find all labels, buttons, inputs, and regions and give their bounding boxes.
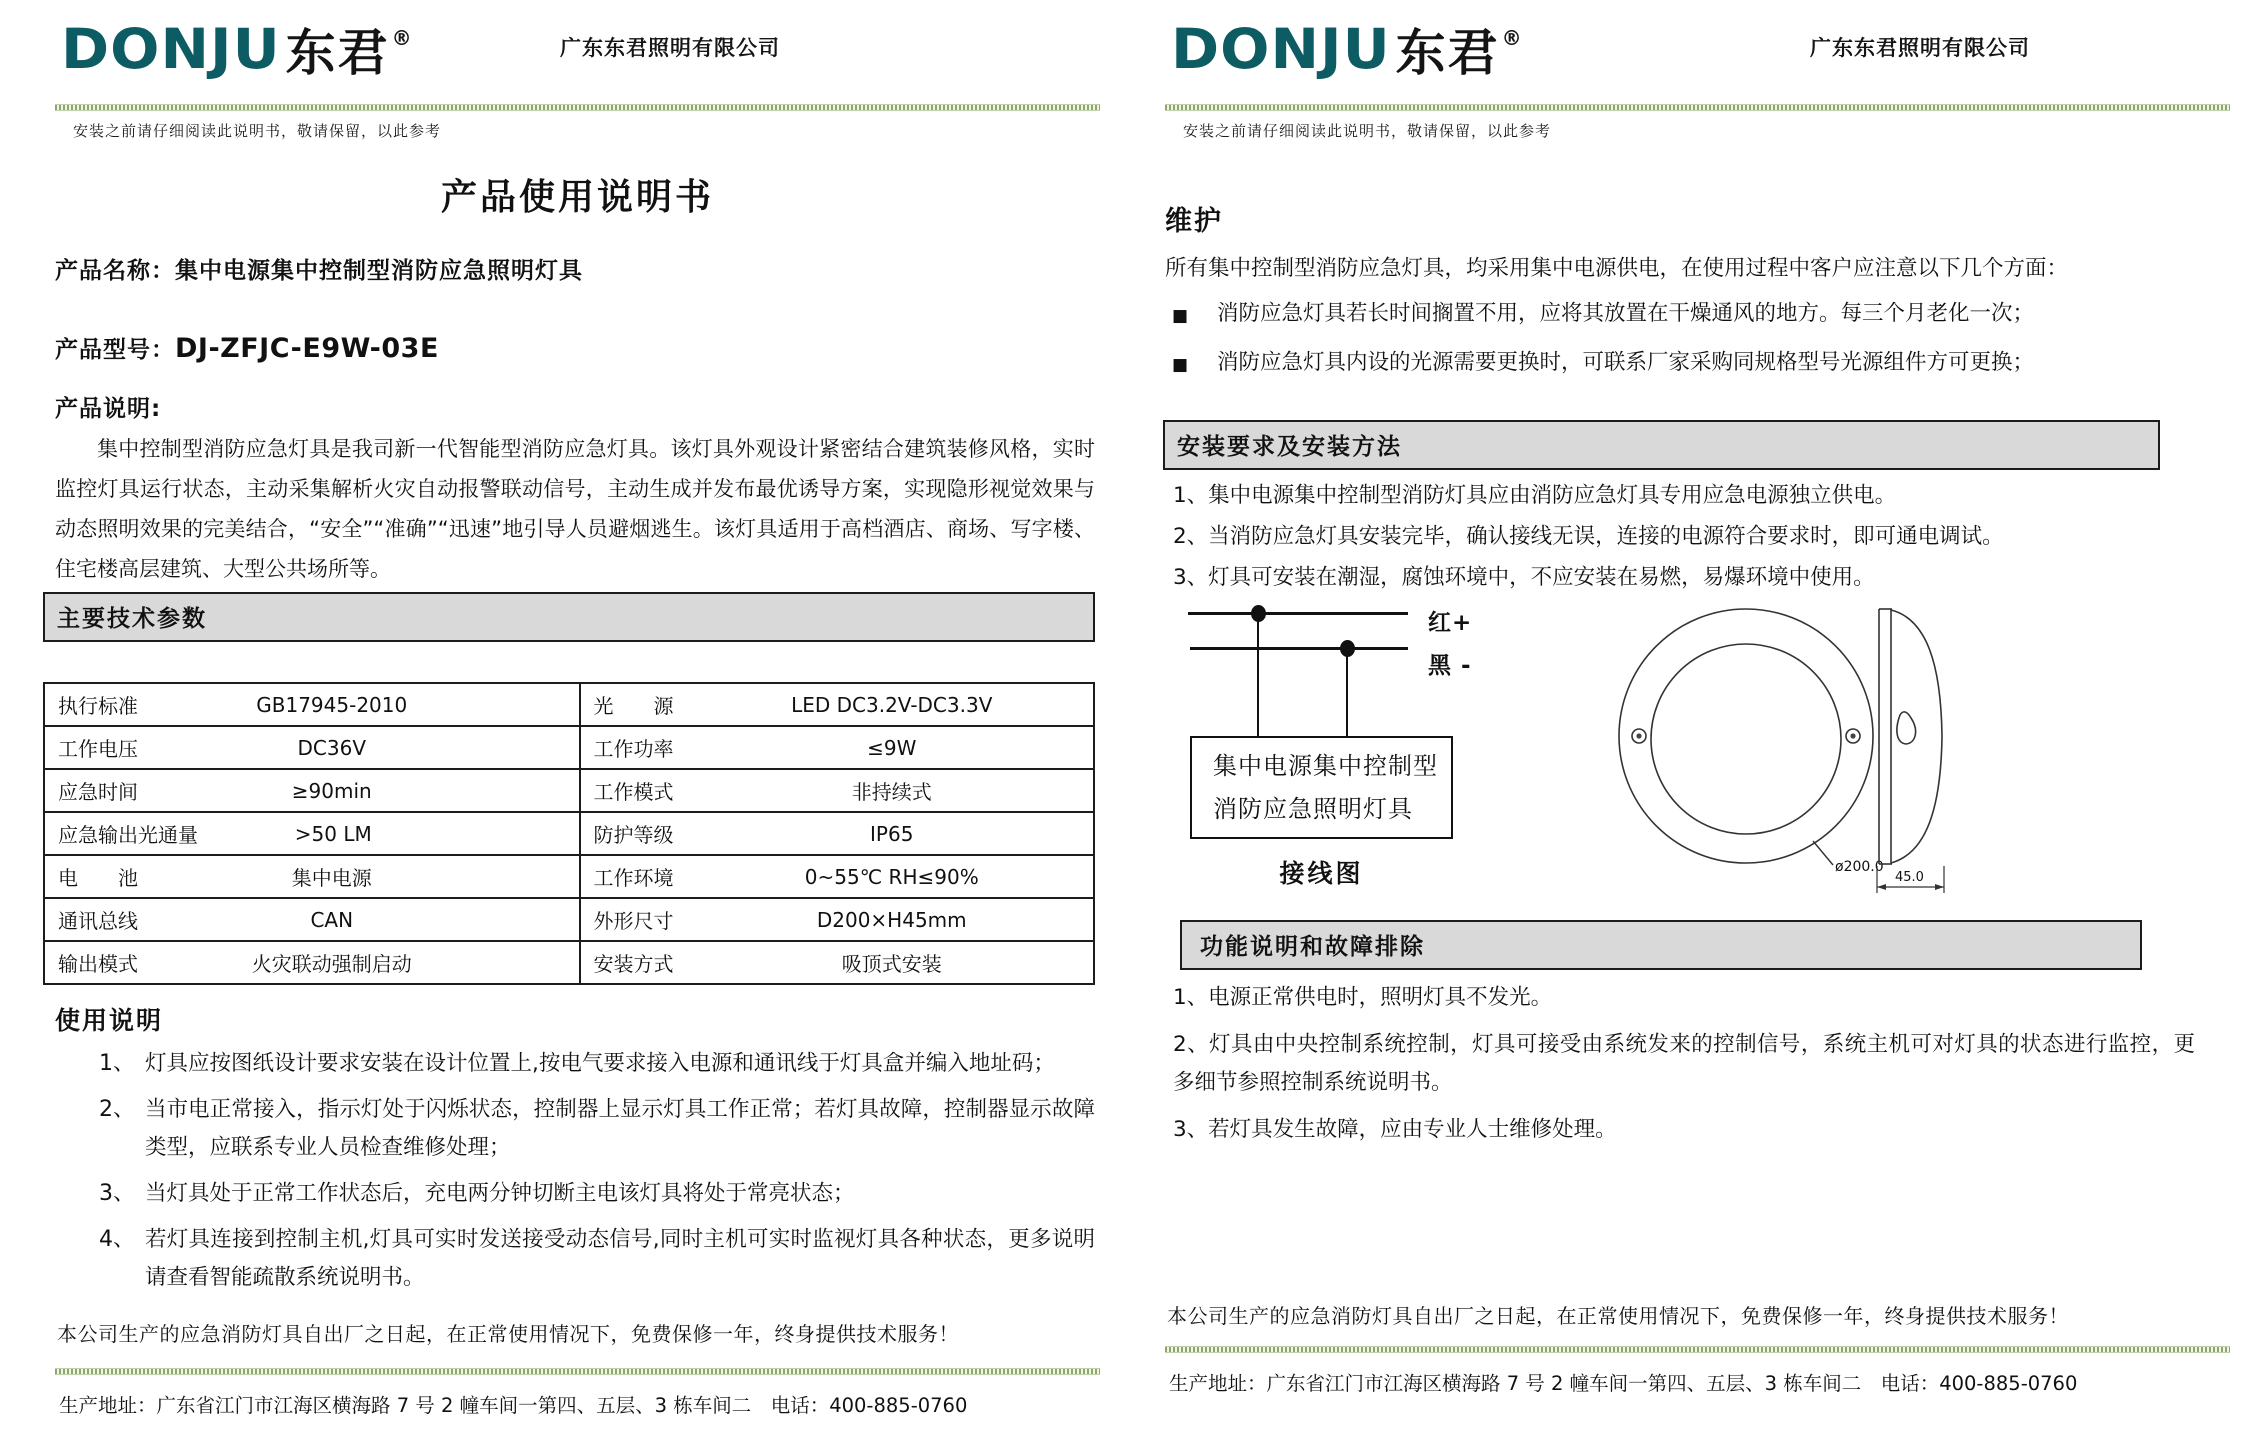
list-item: 1、电源正常供电时，照明灯具不发光。 (1173, 985, 1553, 1010)
function-section-bar: 功能说明和故障排除 (1180, 920, 2142, 970)
param-value: 吸顶式安装 (841, 952, 942, 976)
installation-diagrams (1165, 598, 2230, 910)
keyhole-slot (1897, 712, 1916, 744)
donju-logo (61, 16, 412, 82)
green-dotted-divider (1165, 104, 2230, 111)
square-bullet-icon: ■ (1172, 306, 1189, 326)
height-dimension: 45.0 (1895, 870, 1924, 885)
product-model-label: 产品型号： (55, 337, 175, 363)
list-item-number: 3、 (99, 1181, 135, 1206)
green-dotted-divider (1165, 1346, 2230, 1353)
product-model-line (55, 331, 1100, 364)
product-model-value: DJ-ZFJC-E9W-03E (175, 333, 439, 364)
table-row (44, 812, 1094, 855)
registered-trademark-icon: ® (1501, 26, 1522, 50)
logo-cjk-text: 东君 (1395, 24, 1500, 82)
warranty-statement: 本公司生产的应急消防灯具自出厂之日起，在正常使用情况下，免费保修一年，终身提供技术服务！ (57, 1322, 959, 1346)
list-item: 2、当消防应急灯具安装完毕，确认接线无误，连接的电源符合要求时，即可通电调试。 (1173, 524, 2004, 549)
luminaire-box-text: 集中电源集中控制型 (1213, 752, 1438, 780)
param-label: 光 源 (593, 694, 674, 718)
param-label: 执行标准 (58, 694, 138, 718)
luminaire-box-text: 消防应急照明灯具 (1213, 795, 1413, 823)
list-item (55, 1221, 1095, 1297)
company-name: 广东东君照明有限公司 (560, 36, 780, 60)
list-item: 3、若灯具发生故障，应由专业人士维修处理。 (1173, 1117, 1617, 1142)
param-label: 通讯总线 (58, 909, 138, 933)
param-value: GB17945-2010 (256, 692, 408, 717)
param-value: 火灾联动强制启动 (251, 952, 412, 976)
maintenance-heading: 维护 (1165, 206, 1223, 237)
logo-latin-text: DONJU (1171, 16, 1391, 82)
param-value: D200×H45mm (816, 907, 967, 932)
param-value: 非持续式 (851, 780, 932, 804)
list-item-text: 消防应急灯具内设的光源需要更换时，可联系厂家采购同规格型号光源组件方可更换； (1217, 350, 2035, 375)
param-value: 0~55℃ RH≤90% (804, 864, 979, 889)
param-label: 工作模式 (593, 780, 674, 804)
list-item-text: 当市电正常接入，指示灯处于闪烁状态，控制器上显示灯具工作正常；若灯具故障，控制器显示故障类型，应联系专业人员检查维修处理； (145, 1097, 1095, 1160)
tech-params-section-bar: 主要技术参数 (43, 592, 1095, 642)
param-label: 电 池 (58, 866, 138, 890)
list-item-number: 1、 (99, 1051, 135, 1076)
list-item: 1、集中电源集中控制型消防灯具应由消防应急灯具专用应急电源独立供电。 (1173, 483, 1897, 508)
page-header (55, 0, 1100, 104)
param-label: 外形尺寸 (593, 909, 674, 933)
diameter-leader-line (1813, 841, 1833, 865)
description-paragraph: 集中控制型消防应急灯具是我司新一代智能型消防应急灯具。该灯具外观设计紧密结合建筑装修风格，实时监控灯具运行状态，主动采集解析火灾自动报警联动信号，主动生成并发布最优诱导方案，实现隐形视觉效果与动态照明效果的完美结合，“安全”“准确”“迅速”地引导人员避烟逃生。该灯具适用于高档酒店、商场、写字楼、住宅楼高层建筑、大型公共场所等。 (55, 437, 1095, 581)
product-name-label: 产品名称： (55, 258, 175, 284)
company-name: 广东东君照明有限公司 (1810, 36, 2030, 60)
square-bullet-icon: ■ (1172, 355, 1189, 375)
read-before-install-notice: 安装之前请仔细阅读此说明书，敬请保留，以此参考 (73, 122, 442, 140)
page-title: 产品使用说明书 (440, 177, 714, 218)
description-heading: 产品说明: (55, 396, 162, 422)
list-item: 2、灯具由中央控制系统控制，灯具可接受由系统发来的控制信号，系统主机可对灯具的状态进行监控，更多细节参照控制系统说明书。 (1173, 1032, 2195, 1095)
black-bus-wire (1190, 647, 1408, 650)
address-phone-footer: 生产地址：广东省江门市江海区横海路 7 号 2 幢车间一第四、五层、3 栋车间二 电话：400-885-0760 (59, 1394, 968, 1417)
lamp-inner-circle (1651, 644, 1841, 834)
table-row (44, 898, 1094, 941)
drop-wire (1346, 648, 1348, 737)
red-wire-label: 红+ (1428, 610, 1473, 636)
param-value: IP65 (870, 821, 914, 846)
list-item-text: 若灯具连接到控制主机,灯具可实时发送接受动态信号,同时主机可实时监视灯具各种状态，更多说明请查看智能疏散系统说明书。 (145, 1227, 1095, 1290)
logo-cjk-text: 东君 (285, 24, 390, 82)
logo-latin-text: DONJU (61, 16, 281, 82)
table-row (44, 683, 1094, 726)
list-item-number: 2、 (99, 1097, 135, 1122)
param-label: 输出模式 (58, 952, 138, 976)
read-before-install-notice: 安装之前请仔细阅读此说明书，敬请保留，以此参考 (1183, 122, 1552, 140)
list-item-text: 灯具应按图纸设计要求安装在设计位置上,按电气要求接入电源和通讯线于灯具盒并编入地址码； (145, 1051, 1055, 1076)
lamp-outer-circle (1619, 609, 1873, 863)
param-value: ≤9W (867, 735, 917, 760)
list-item (55, 1045, 1095, 1083)
tech-params-table (43, 682, 1095, 985)
diameter-dimension: ø200.0 (1835, 859, 1884, 875)
registered-trademark-icon: ® (391, 26, 412, 50)
param-label: 工作电压 (58, 737, 138, 761)
manual-page-back (1165, 0, 2230, 1446)
list-item (55, 1091, 1095, 1167)
param-value: ≥90min (291, 778, 372, 803)
param-value: >50 LM (294, 821, 372, 846)
table-row (44, 855, 1094, 898)
list-item-number: 4、 (99, 1227, 135, 1252)
param-label: 应急时间 (58, 780, 138, 804)
list-item: 3、灯具可安装在潮湿，腐蚀环境中，不应安装在易燃，易爆环境中使用。 (1173, 565, 1875, 590)
drop-wire (1257, 613, 1259, 737)
lamp-dome-profile (1891, 610, 1942, 863)
product-name-value: 集中电源集中控制型消防应急照明灯具 (175, 258, 583, 284)
table-row (44, 769, 1094, 812)
green-dotted-divider (55, 104, 1100, 111)
usage-instructions-heading: 使用说明 (55, 1006, 164, 1035)
lamp-technical-drawing (1605, 603, 1950, 903)
list-item (1165, 299, 2230, 331)
green-dotted-divider (55, 1368, 1100, 1375)
luminaire-box (1190, 736, 1453, 839)
param-label: 工作功率 (593, 737, 674, 761)
table-row (44, 941, 1094, 984)
red-bus-wire (1188, 612, 1408, 615)
manual-page-front (55, 0, 1100, 1446)
black-wire-label: 黑 - (1428, 653, 1472, 679)
product-name-line (55, 252, 1100, 285)
param-value: 集中电源 (291, 866, 372, 890)
list-item-text: 消防应急灯具若长时间搁置不用，应将其放置在干燥通风的地方。每三个月老化一次； (1217, 301, 2035, 326)
param-label: 安装方式 (593, 952, 674, 976)
param-label: 工作环境 (593, 866, 674, 890)
param-label: 防护等级 (593, 823, 674, 847)
list-item-text: 当灯具处于正常工作状态后，充电两分钟切断主电该灯具将处于常亮状态； (145, 1181, 855, 1206)
wiring-diagram-caption: 接线图 (1279, 859, 1364, 888)
donju-logo (1171, 16, 1522, 82)
install-section-bar: 安装要求及安装方法 (1163, 420, 2160, 470)
list-item (55, 1175, 1095, 1213)
param-value: DC36V (297, 735, 366, 760)
address-phone-footer: 生产地址：广东省江门市江海区横海路 7 号 2 幢车间一第四、五层、3 栋车间二 电话：400-885-0760 (1169, 1372, 2078, 1395)
warranty-statement: 本公司生产的应急消防灯具自出厂之日起，在正常使用情况下，免费保修一年，终身提供技术服务！ (1167, 1304, 2069, 1328)
param-label: 应急输出光通量 (58, 823, 198, 847)
param-value: LED DC3.2V-DC3.3V (791, 692, 993, 717)
maintenance-intro: 所有集中控制型消防应急灯具，均采用集中电源供电，在使用过程中客户应注意以下几个方面： (1165, 256, 2069, 281)
param-value: CAN (310, 907, 354, 932)
list-item (1165, 348, 2230, 380)
table-row (44, 726, 1094, 769)
page-header (1165, 0, 2230, 104)
